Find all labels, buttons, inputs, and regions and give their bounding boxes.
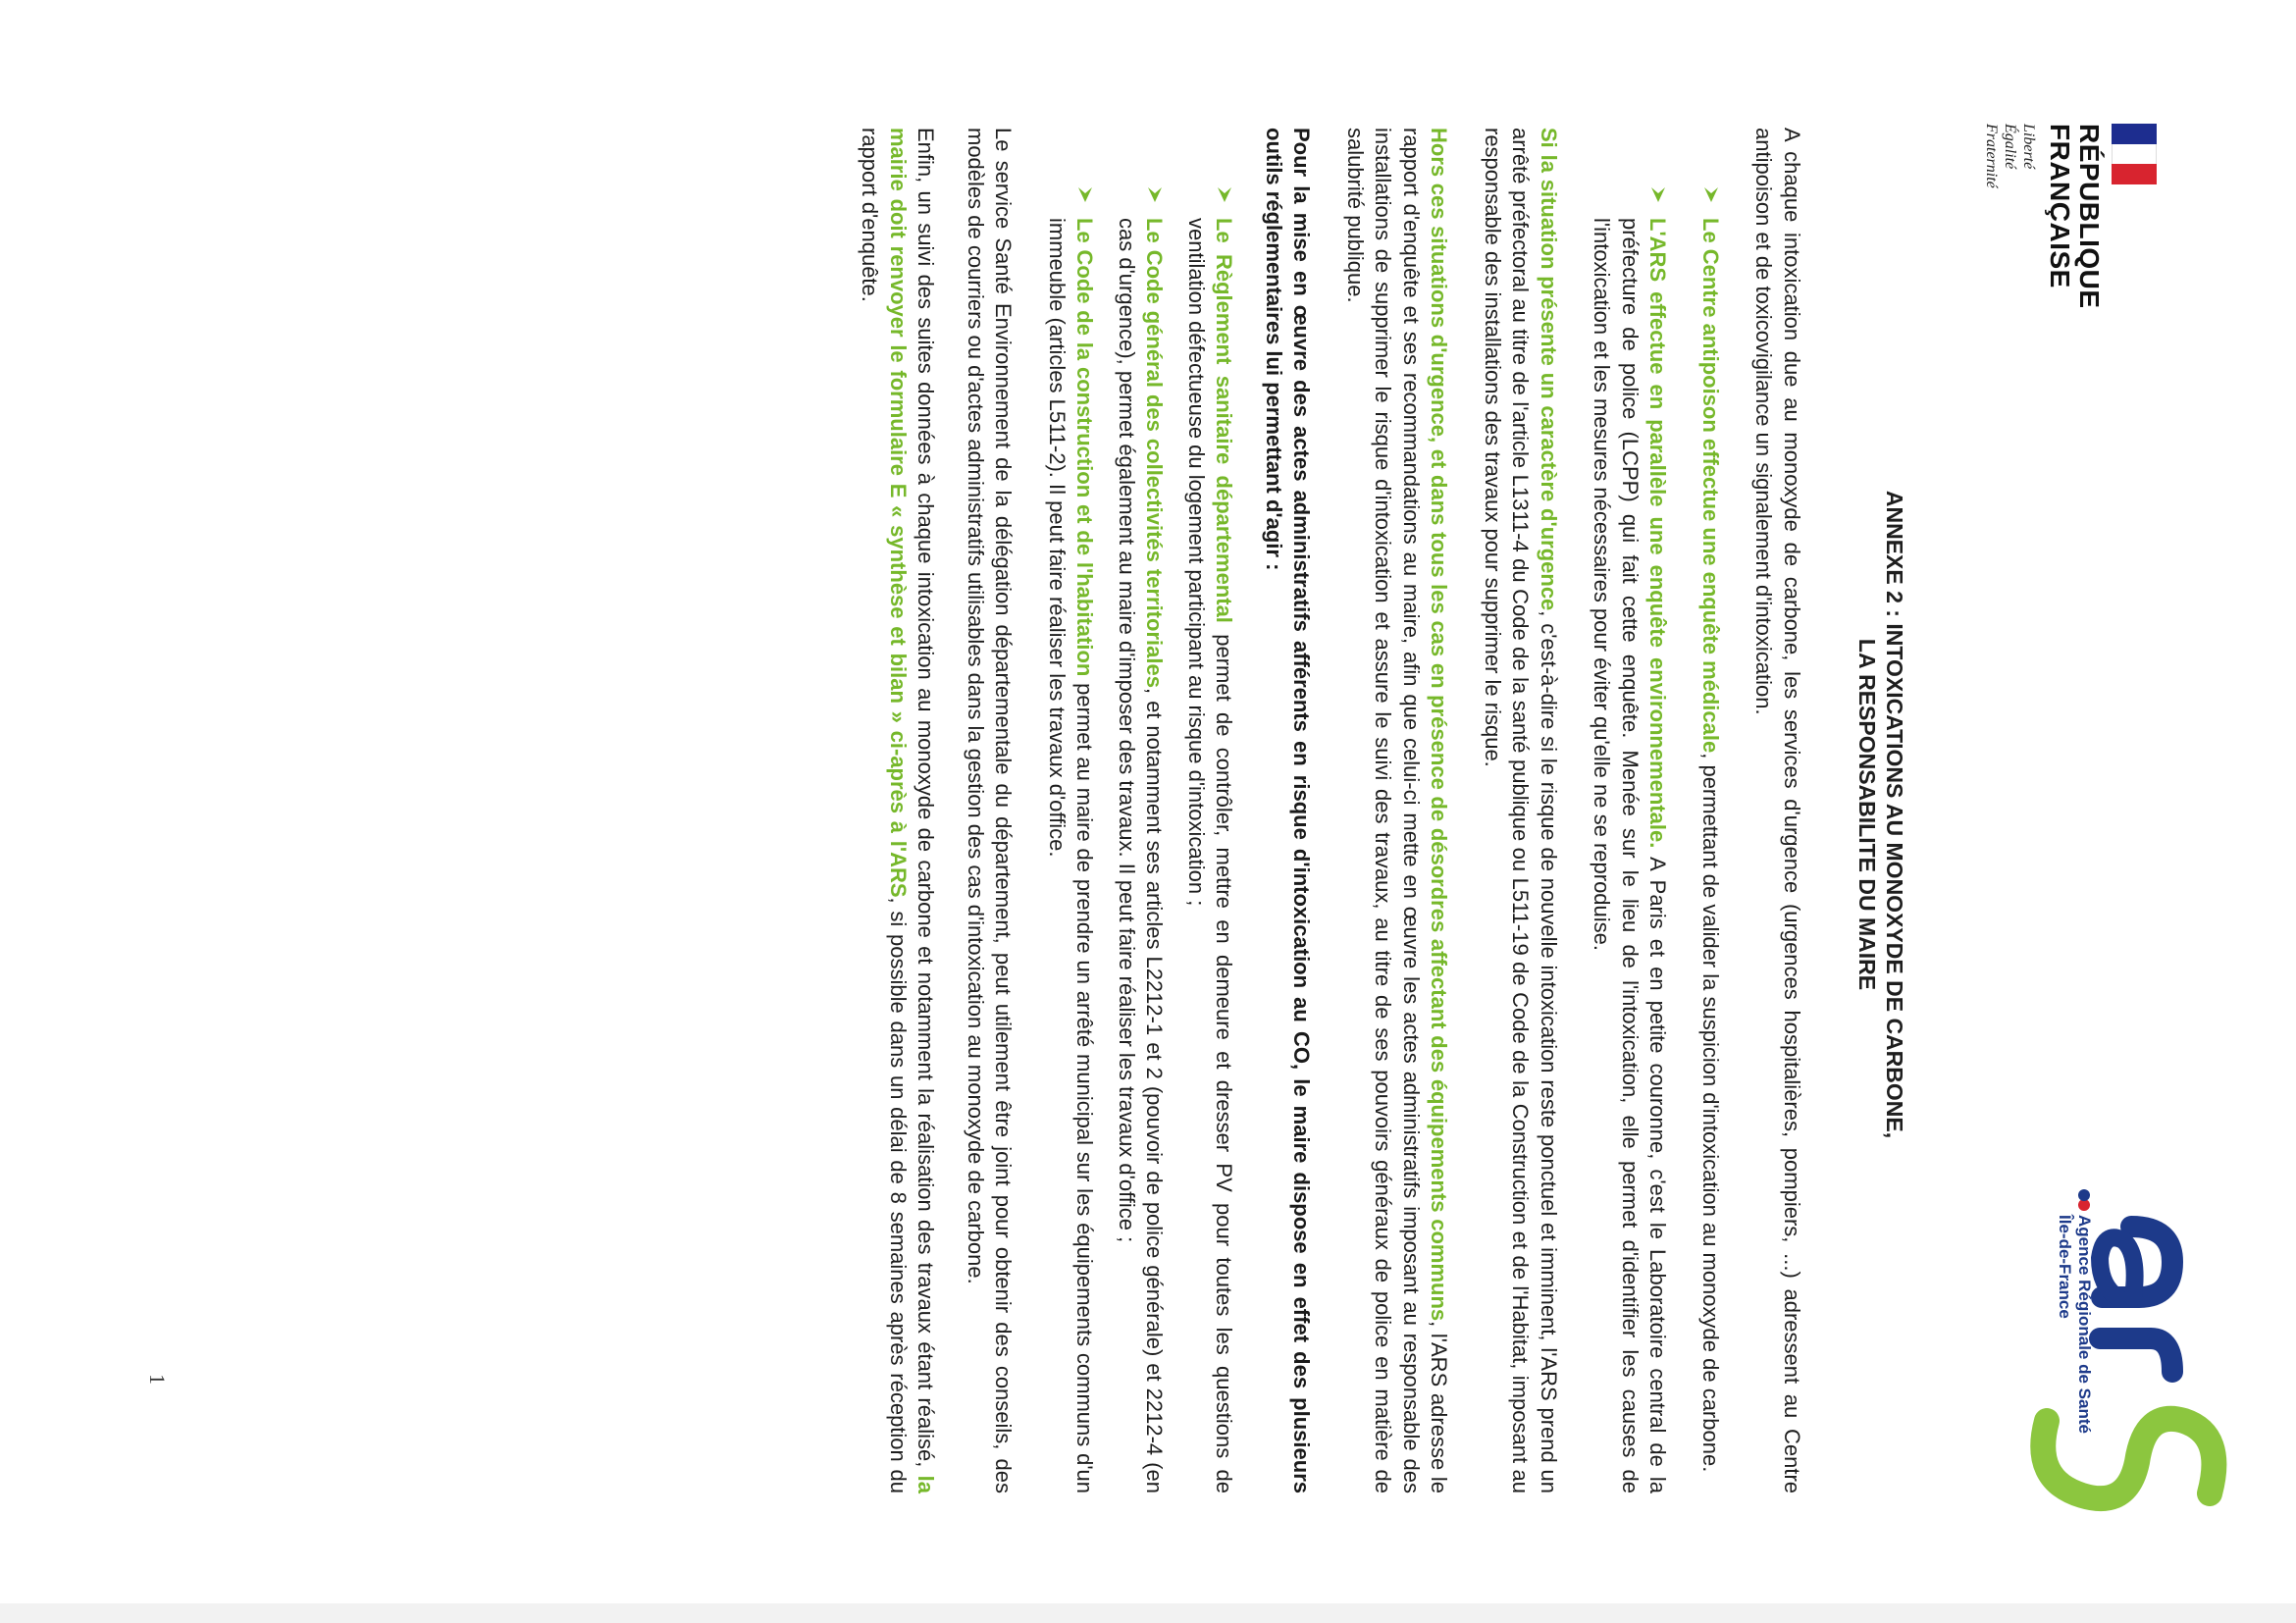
intro-paragraph: A chaque intoxication due au monoxyde de carbone, les services d'urgence (urgences hospitalières, pompiers, ...) adressent au Centre antipoison et de toxicovigilance un signalement d'intoxication. — [1751, 128, 1804, 1493]
bullet-2-text: A Paris et en petite couronne, c'est le Laboratoire central de la préfecture de police (LCPP) qui fait cette enquête. Menée sur le lieu de l'intoxication, elle permet d'identifier les causes de l'intoxication et les mesures nécessaires pour éviter qu'elle ne se reproduise. — [1590, 218, 1671, 1493]
marianne-flag-icon — [2112, 124, 2157, 184]
document-title — [1853, 373, 1908, 1256]
bullet-5-bold: Le Code de la construction et de l'habitation — [1072, 218, 1098, 677]
bullet-4-bold: Le Code général des collectivités territoriales — [1142, 218, 1168, 688]
chevron-bullet-icon — [1137, 184, 1169, 218]
document-body — [856, 128, 1805, 1493]
motto-egalite: Égalité — [2002, 124, 2018, 170]
urgence-bold: Si la situation présente un caractère d'urgence — [1537, 128, 1561, 611]
hors-urgence-paragraph — [1341, 128, 1453, 1493]
ars-blue-dot — [2078, 1189, 2090, 1201]
bullet-reglement-sanitaire — [1182, 128, 1238, 1493]
chevron-bullet-icon — [1694, 184, 1725, 218]
rf-line-1: RÉPUBLIQUE — [2074, 124, 2105, 309]
title-line-1: ANNEXE 2 : INTOXICATIONS AU MONOXYDE DE CARBONE, — [1882, 490, 1907, 1139]
title-line-2: LA RESPONSABILITE DU MAIRE — [1854, 638, 1880, 991]
bullet-cgct — [1113, 128, 1169, 1493]
chevron-bullet-icon — [1207, 184, 1238, 218]
suivi-text-start: Enfin, un suivi des suites données à chaque intoxication au monoxyde de carbone et notamment la réalisation des travaux étant réalisé, — [913, 128, 939, 1476]
bullet-ars-enquete — [1588, 128, 1672, 1493]
service-sante-paragraph: Le service Santé Environnement de la délégation départementale du département, peut utilement être joint pour obtenir des conseils, des modèles de courriers ou d'actes administratifs utilisables dans la gestion des cas d'intoxication au monoxyde de carbone. — [964, 128, 1017, 1493]
suivi-bold: la mairie doit renvoyer le formulaire E « synthèse et bilan » ci-après à l'ARS — [886, 128, 939, 1493]
urgence-paragraph — [1479, 128, 1563, 1493]
ars-agency-name: Agence Régionale de Santé — [2075, 1215, 2094, 1434]
bullet-centre-antipoison — [1694, 128, 1725, 1493]
bullet-5-text: permet au maire de prendre un arrêté municipal sur les équipements communs d'un immeuble (articles L511-2). Il peut faire réaliser les travaux d'office. — [1045, 218, 1098, 1493]
chevron-bullet-icon — [1068, 184, 1099, 218]
chevron-bullet-icon — [1641, 184, 1672, 218]
bullet-2-bold: L'ARS effectue en parallèle une enquête environnementale. — [1645, 218, 1671, 849]
bullet-cch — [1043, 128, 1099, 1493]
republique-motto — [1982, 124, 2038, 188]
bullet-1-bold: Le Centre antipoison effectue une enquête médicale — [1698, 218, 1723, 754]
rf-line-2: FRANÇAISE — [2045, 124, 2075, 288]
bullet-4-text: , et notamment ses articles L2212-1 et 2 (pouvoir de police générale) et 2212-4 (en cas d'urgence), permet également au maire d'imposer des travaux. Il peut faire réaliser les travaux d'office ; — [1115, 218, 1168, 1493]
bullet-3-bold: Le Règlement sanitaire départemental — [1212, 218, 1237, 623]
republique-francaise-logo — [2045, 124, 2104, 309]
ars-logo-icon — [2013, 1199, 2249, 1543]
hors-urgence-bold: Hors ces situations d'urgence, et dans tous les cas en présence de désordres affectant des équipements communs — [1427, 128, 1452, 1322]
suivi-paragraph — [856, 128, 940, 1493]
bullet-1-text: , permettant de valider la suspicion d'intoxication au monoxyde de carbone. — [1698, 753, 1723, 1473]
ars-region-name: Île-de-France — [2056, 1215, 2074, 1319]
hors-urgence-text: , l'ARS adresse le rapport d'enquête et ses recommandations au maire, afin que celui-ci mette en œuvre les actes administratifs imposant au responsable des installations de supprimer le risque d'intoxication et assure le suivi des travaux, au titre de ses pouvoirs généraux de police en matière de salubrité publique. — [1343, 128, 1452, 1493]
motto-fraternite: Fraternité — [1983, 124, 2000, 188]
outils-reglementaires-paragraph: Pour la mise en œuvre des actes administratifs afférents en risque d'intoxication au CO, le maire dispose en effet des plusieurs outils réglementaires lui permettant d'agir : — [1262, 128, 1315, 1493]
suivi-text-end: , si possible dans un délai de 8 semaines après réception du rapport d'enquête. — [858, 128, 911, 1493]
motto-liberte: Liberté — [2020, 124, 2037, 170]
bullet-3-text: permet de contrôler, mettre en demeure et dresser PV pour toutes les questions de ventilation défectueuse du logement participant au risque d'intoxication ; — [1184, 218, 1237, 1493]
urgence-text: , c'est-à-dire si le risque de nouvelle intoxication reste ponctuel et imminent, l'ARS prend un arrêté préfectoral au titre de l'article L1311-4 du Code de la santé publique ou L511-19 de Code de la Construction et de l'Habitat, imposant au responsable des installations des travaux pour supprimer le risque. — [1481, 128, 1561, 1493]
page-number: 1 — [145, 1374, 170, 1385]
ars-subtitle — [2055, 1215, 2094, 1434]
